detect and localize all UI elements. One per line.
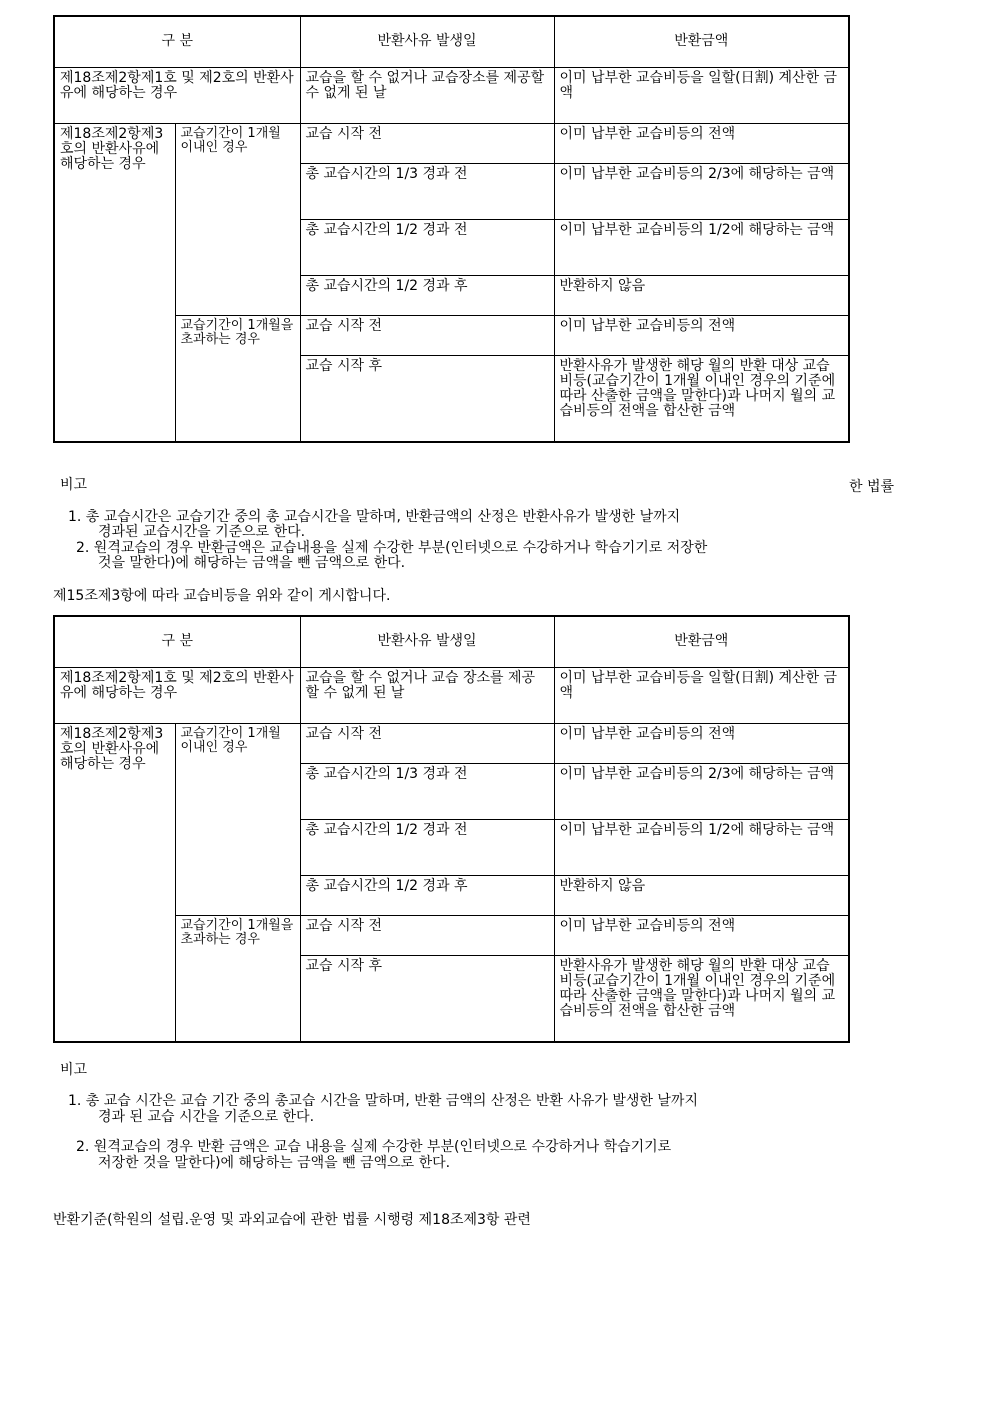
row-amount: 이미 납부한 교습비등을 일할(日割) 계산한 금액	[554, 67, 849, 123]
footer-caption: 반환기준(학원의 설립.운영 및 과외교습에 관한 법률 시행령 제18조제3항 관련	[53, 1212, 531, 1228]
row-date: 총 교습시간의 1/3 경과 전	[300, 763, 554, 819]
row-date: 총 교습시간의 1/3 경과 전	[300, 163, 554, 219]
note-item-2-line-1: 2. 원격교습의 경우 반환 금액은 교습 내용을 실제 수강한 부분(인터넷으로 수강하거나 학습기기로	[76, 1139, 672, 1155]
header-occurrence-date: 반환사유 발생일	[300, 616, 554, 667]
row-amount: 이미 납부한 교습비등의 전액	[554, 723, 849, 763]
row-date: 교습을 할 수 없거나 교습 장소를 제공할 수 없게 된 날	[300, 667, 554, 723]
row-date: 총 교습시간의 1/2 경과 후	[300, 275, 554, 315]
row-amount: 이미 납부한 교습비등의 2/3에 해당하는 금액	[554, 763, 849, 819]
row-amount: 반환하지 않음	[554, 875, 849, 915]
row-date: 교습 시작 전	[300, 915, 554, 955]
row-date: 교습 시작 후	[300, 355, 554, 442]
notes-title: 비고	[60, 477, 88, 493]
row-amount: 반환사유가 발생한 해당 월의 반환 대상 교습비등(교습기간이 1개월 이내인 경우의 기준에 따라 산출한 금액을 말한다)과 나머지 월의 교습비등의 전액을 합산한 금액	[554, 955, 849, 1042]
header-refund-amount: 반환금액	[554, 16, 849, 67]
row-amount: 이미 납부한 교습비등의 2/3에 해당하는 금액	[554, 163, 849, 219]
row-date: 교습 시작 전	[300, 723, 554, 763]
row-amount: 이미 납부한 교습비등의 전액	[554, 315, 849, 355]
sub-label-within-month: 교습기간이 1개월 이내인 경우	[175, 723, 300, 915]
group-label: 제18조제2항제3호의 반환사유에 해당하는 경우	[54, 123, 175, 442]
posting-statement: 제15조제3항에 따라 교습비등을 위와 같이 게시합니다.	[53, 588, 391, 604]
row-amount: 이미 납부한 교습비등의 1/2에 해당하는 금액	[554, 819, 849, 875]
note-item-2-line-2: 것을 말한다)에 해당하는 금액을 뺀 금액으로 한다.	[98, 555, 406, 571]
row-date: 교습을 할 수 없거나 교습장소를 제공할 수 없게 된 날	[300, 67, 554, 123]
note-item-1-line-1: 1. 총 교습 시간은 교습 기간 중의 총교습 시간을 말하며, 반환 금액의 산정은 반환 사유가 발생한 날까지	[68, 1093, 698, 1109]
sub-label-over-month: 교습기간이 1개월을 초과하는 경우	[175, 315, 300, 442]
notes-title: 비고	[60, 1062, 88, 1078]
row-amount: 이미 납부한 교습비등의 1/2에 해당하는 금액	[554, 219, 849, 275]
row-date: 교습 시작 전	[300, 123, 554, 163]
row-date: 교습 시작 후	[300, 955, 554, 1042]
row-amount: 이미 납부한 교습비등의 전액	[554, 123, 849, 163]
row-date: 총 교습시간의 1/2 경과 전	[300, 219, 554, 275]
header-category: 구 분	[54, 616, 300, 667]
refund-table-1	[53, 15, 850, 443]
row-date: 총 교습시간의 1/2 경과 후	[300, 875, 554, 915]
note-item-2-line-1: 2. 원격교습의 경우 반환금액은 교습내용을 실제 수강한 부분(인터넷으로 수강하거나 학습기기로 저장한	[76, 540, 708, 556]
note-item-1-line-2: 경과된 교습시간을 기준으로 한다.	[98, 524, 306, 540]
note-item-2-line-2: 저장한 것을 말한다)에 해당하는 금액을 뺀 금액으로 한다.	[98, 1155, 451, 1171]
header-occurrence-date: 반환사유 발생일	[300, 16, 554, 67]
row-amount: 반환사유가 발생한 해당 월의 반환 대상 교습비등(교습기간이 1개월 이내인 경우의 기준에 따라 산출한 금액을 말한다)과 나머지 월의 교습비등의 전액을 합산한 금액	[554, 355, 849, 442]
row-amount: 이미 납부한 교습비등을 일할(日割) 계산한 금액	[554, 667, 849, 723]
row-date: 총 교습시간의 1/2 경과 전	[300, 819, 554, 875]
sub-label-within-month: 교습기간이 1개월 이내인 경우	[175, 123, 300, 315]
row-category: 제18조제2항제1호 및 제2호의 반환사유에 해당하는 경우	[54, 67, 300, 123]
refund-table-2	[53, 615, 850, 1043]
group-label: 제18조제2항제3호의 반환사유에 해당하는 경우	[54, 723, 175, 1042]
sub-label-over-month: 교습기간이 1개월을 초과하는 경우	[175, 915, 300, 1042]
row-amount: 반환하지 않음	[554, 275, 849, 315]
notes-fragment: 한 법률	[849, 479, 895, 495]
header-refund-amount: 반환금액	[554, 616, 849, 667]
row-date: 교습 시작 전	[300, 315, 554, 355]
row-amount: 이미 납부한 교습비등의 전액	[554, 915, 849, 955]
row-category: 제18조제2항제1호 및 제2호의 반환사유에 해당하는 경우	[54, 667, 300, 723]
note-item-1-line-2: 경과 된 교습 시간을 기준으로 한다.	[98, 1109, 315, 1125]
note-item-1-line-1: 1. 총 교습시간은 교습기간 중의 총 교습시간을 말하며, 반환금액의 산정은 반환사유가 발생한 날까지	[68, 509, 681, 525]
header-category: 구 분	[54, 16, 300, 67]
